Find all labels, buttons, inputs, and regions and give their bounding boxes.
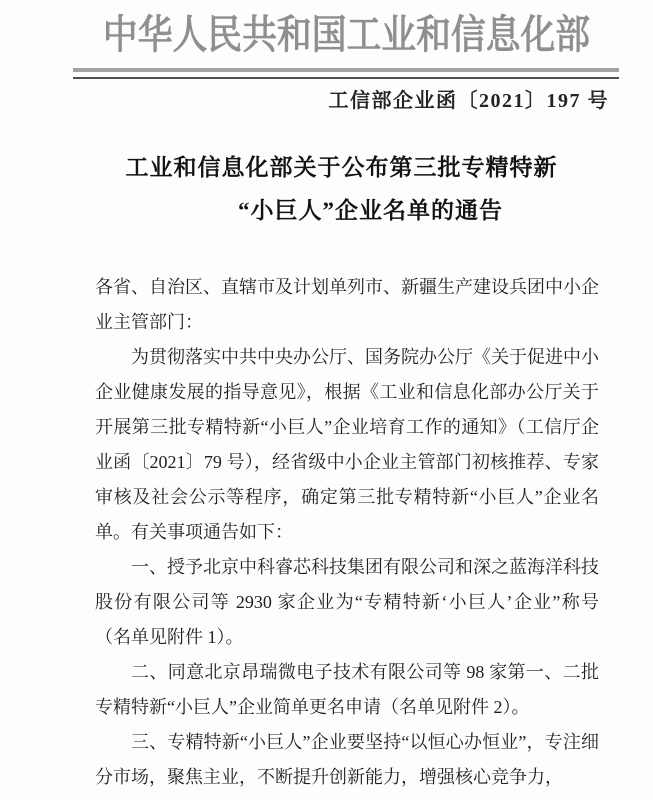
document-title-line1: 工业和信息化部关于公布第三批专精特新 (125, 155, 558, 180)
letterhead-issuing-authority: 中华人民共和国工业和信息化部 (102, 12, 591, 57)
document-body (95, 270, 599, 795)
salutation-line: 各省、自治区、直辖市及计划单列市、新疆生产建设兵团中小企业主管部门： (95, 277, 599, 332)
document-title (15, 146, 653, 232)
document-reference-number: 工信部企业函〔2021〕197 号 (328, 90, 609, 112)
paragraph-preamble: 为贯彻落实中共中央办公厅、国务院办公厅《关于促进中小企业健康发展的指导意见》，根据《工业和信息化部办公厅关于开展第三批专精特新“小巨人”企业培育工作的通知》（工信厅企业函〔2021〕79 号），经省级中小企业主管部门初核推荐、专家审核及社会公示等程序，确定第三批专精特新“小巨人”企业名单。有关事项通告如下： (95, 347, 599, 542)
letterhead-double-rule (73, 68, 619, 79)
paragraph-item-three: 三、专精特新“小巨人”企业要坚持“以恒心办恒业”，专注细分市场，聚焦主业，不断提升创新能力，增强核心竞争力， (95, 732, 599, 787)
paragraph-item-two: 二、同意北京昂瑞微电子技术有限公司等 98 家第一、二批专精特新“小巨人”企业简单更名申请（名单见附件 2）。 (95, 662, 599, 717)
paragraph-item-one: 一、授予北京中科睿芯科技集团有限公司和深之蓝海洋科技股份有限公司等 2930 家企业为“专精特新‘小巨人’企业”称号（名单见附件 1）。 (95, 557, 599, 647)
document-title-line2: “小巨人”企业名单的通告 (238, 198, 503, 223)
